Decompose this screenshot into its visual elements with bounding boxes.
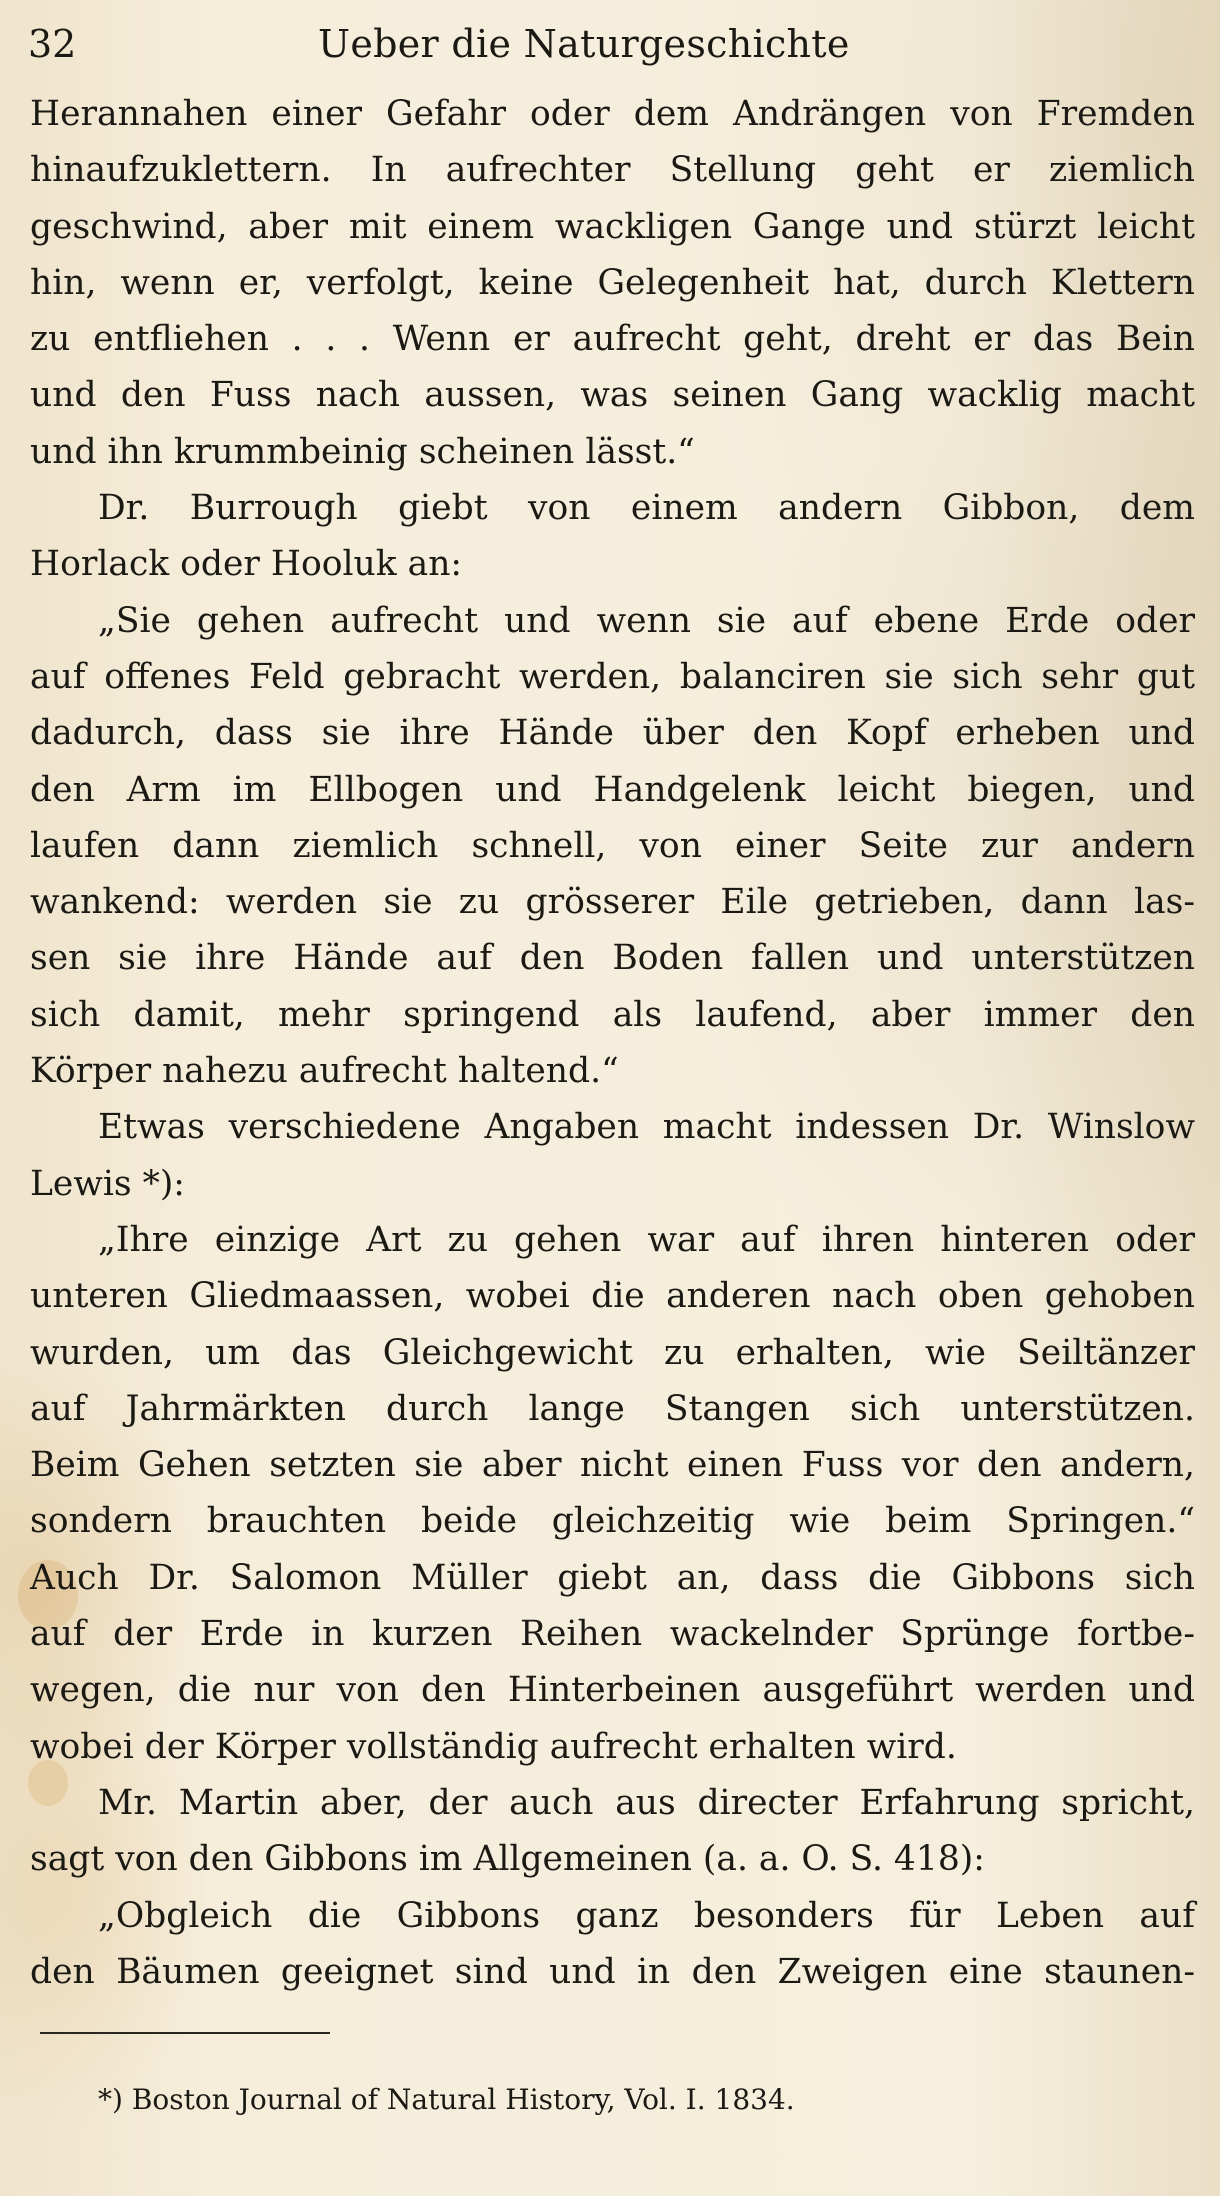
text-line: wurden, um das Gleichgewicht zu erhalten, wie Seiltänzer: [30, 1332, 1195, 1373]
running-title: Ueber die Naturgeschichte: [318, 22, 850, 66]
text-line: Horlack oder Hooluk an:: [30, 544, 463, 585]
text-line: auf Jahrmärkten durch lange Stangen sich unterstützen.: [30, 1388, 1195, 1429]
text-line: wegen, die nur von den Hinterbeinen ausgeführt werden und: [30, 1670, 1195, 1711]
text-line: „Obgleich die Gibbons ganz besonders für Leben auf: [98, 1895, 1195, 1936]
text-line: Etwas verschiedene Angaben macht indessen Dr. Winslow: [98, 1107, 1195, 1148]
text-line: hinaufzuklettern. In aufrechter Stellung geht er ziemlich: [30, 150, 1195, 191]
text-line: und ihn krummbeinig scheinen lässt.“: [30, 431, 695, 472]
text-line: sagt von den Gibbons im Allgemeinen (a. a. O. S. 418):: [30, 1839, 985, 1880]
body-text: [30, 86, 1195, 2000]
text-line: „Sie gehen aufrecht und wenn sie auf ebene Erde oder: [98, 600, 1195, 641]
text-line: wankend: werden sie zu grösserer Eile getrieben, dann las-: [30, 882, 1195, 923]
text-line: sen sie ihre Hände auf den Boden fallen und unterstützen: [30, 938, 1195, 979]
text-line: dadurch, dass sie ihre Hände über den Kopf erheben und: [30, 713, 1195, 754]
page-header: [28, 14, 1208, 74]
text-line: auf offenes Feld gebracht werden, balanciren sie sich sehr gut: [30, 656, 1195, 697]
text-line: sich damit, mehr springend als laufend, aber immer den: [30, 994, 1195, 1035]
text-line: laufen dann ziemlich schnell, von einer Seite zur andern: [30, 825, 1195, 866]
text-line: unteren Gliedmaassen, wobei die anderen nach oben gehoben: [30, 1276, 1195, 1317]
text-line: auf der Erde in kurzen Reihen wackelnder Sprünge fortbe-: [30, 1614, 1195, 1655]
text-line: Lewis *):: [30, 1163, 185, 1204]
text-line: Beim Gehen setzten sie aber nicht einen Fuss vor den andern,: [30, 1445, 1195, 1486]
text-line: den Arm im Ellbogen und Handgelenk leicht biegen, und: [30, 769, 1195, 810]
text-line: Dr. Burrough giebt von einem andern Gibbon, dem: [98, 488, 1195, 529]
text-line: hin, wenn er, verfolgt, keine Gelegenheit hat, durch Klettern: [30, 262, 1195, 303]
text-line: Herannahen einer Gefahr oder dem Andrängen von Fremden: [30, 94, 1195, 134]
text-line: und den Fuss nach aussen, was seinen Gang wacklig macht: [30, 375, 1195, 416]
text-line: Mr. Martin aber, der auch aus directer Erfahrung spricht,: [98, 1782, 1195, 1823]
text-line: Auch Dr. Salomon Müller giebt an, dass die Gibbons sich: [30, 1557, 1195, 1598]
text-line: den Bäumen geeignet sind und in den Zweigen eine staunen-: [30, 1951, 1195, 1992]
text-line: wobei der Körper vollständig aufrecht erhalten wird.: [30, 1726, 957, 1767]
text-line: geschwind, aber mit einem wackligen Gange und stürzt leicht: [30, 206, 1195, 247]
footnote-divider: [40, 2032, 330, 2034]
text-line: sondern brauchten beide gleichzeitig wie beim Springen.“: [30, 1501, 1195, 1542]
page-number: 32: [28, 22, 77, 66]
text-line: zu entfliehen . . . Wenn er aufrecht geht, dreht er das Bein: [30, 319, 1195, 360]
text-line: „Ihre einzige Art zu gehen war auf ihren hinteren oder: [98, 1219, 1195, 1260]
footnote: *) Boston Journal of Natural History, Vol. I. 1834.: [98, 2083, 795, 2116]
text-line: Körper nahezu aufrecht haltend.“: [30, 1051, 619, 1092]
